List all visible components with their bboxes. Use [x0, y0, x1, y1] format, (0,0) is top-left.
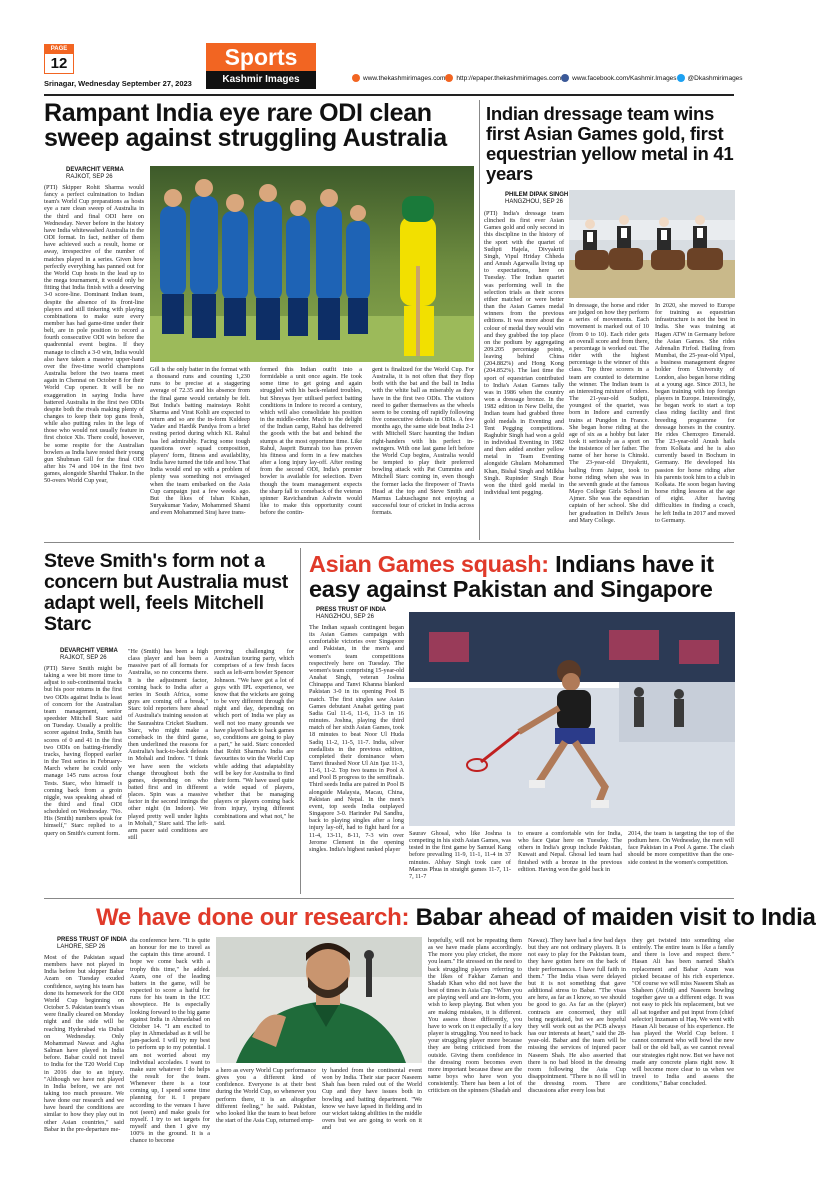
story5-col6: Nawaz). They have had a few bad days but they are not ordinary players. It is not easy to play for the Pakistan team, they have gotten here on the back of their performances. I have full faith in them." The India visas were delayed but it is not something that gave additional stress to Babar. "The visas are here, as far as I know, so we should be good to go. As far as the (player) contracts are concerned, they still being negotiated, but we are hopeful they will work out as the PCB always has our interests at heart," said the 28-year-old. Babar and the team will be missing the services of injured pacer Naseem Shah. He also asserted that there is no bad blood in the dressing room following the Asia Cup disappointment. "There is no ill will in the dressing room. There are discussions after every loss but [528, 937, 626, 1095]
story1-place: RAJKOT, SEP 26 [66, 174, 113, 180]
epaper-link[interactable]: http://epaper.thekashmirimages.com [445, 74, 561, 82]
story5-place: LAHORE, SEP 26 [57, 944, 106, 950]
story4-headline-rest: Indians have it easy against Pakistan and Singapore [309, 551, 714, 602]
story3-col2: "He (Smith) has been a high class player and has been a massive part of all formats for Australia, so no concerns there. It is the adjustment factor, coming back to India after a series in South Africa, some guys are coming off a break," Starc told reporters here ahead of Australia's training session at the Saurashtra Cricket Stadium. Starc, who might make a comeback in the third game, then underlined the reasons for Australia's back-to-back defeats in Mohali and Indore. "I think we have seen the wickets change throughout both the games, depending on who batted first and in different places. Spin was a massive factor in the second innings the other night (in Indore). We played pretty well under lights in Mohali," Starc said. The left-arm pacer said conditions are still [128, 648, 208, 842]
story2-col2: In dressage, the horse and rider are judged on how they perform a series of movements. Each movement is marked out of 10 (from 0 to 10). Each rider gets an overall score and from there, a percentage is worked out. The rider with the highest percentage is the winner of this class. Top three scorers in a team are counted to determine the winner. The Indian team is an interesting mixture of riders. The 21-year-old Sudipti, youngest of the quartet, was born in Indore and currently trains at Pungdon in France. She began horse riding at the age of six as a hobby but later took it seriously as a sport on the insistence of her father. The name of her horse is Chinski. The 23-year-old Divyakriti, hailing from Jaipur, took to horse riding when she was in the seventh grade at the famous Mayo College Girls School in Ajmer. She was the equestrian captain of her school. She did her graduation in Delhi's Jesus and Mary College. [569, 302, 649, 524]
page-number: 12 [50, 55, 68, 72]
page-number-box [44, 44, 74, 74]
story1-col3: formed this Indian outfit into a formidable a unit once again. He took some time to get going and again struggled with his back-related troubles, but Shreyas Iyer utilised perfect batting conditions in Indore to record a century, which will also consolidate his position in the middle-order. Much to the delight of the Indian camp, Rahul has delivered the goods with the bat and behind the stumps at the most opportune time. Like Rahul, Jasprit Bumrah too has proven his fitness and form in a few matches after a long injury lay-off. After resting from the second ODI, India's premier bowler is available for selection. Even though the team management expects the sharp fall to comeback of the veteran spinner Ravichandran Ashwin would like to make this opportunity count before the contin- [260, 366, 362, 517]
column-divider [479, 100, 480, 540]
story5-headline-accent: We have done our research: [96, 904, 410, 931]
globe-icon [445, 74, 453, 82]
dateline: Srinagar, Wednesday September 27, 2023 [44, 79, 192, 88]
story3-author: DEVARCHIT VERMA [60, 648, 118, 654]
social-links [352, 74, 743, 82]
page-label: PAGE [45, 45, 73, 54]
story2-col1: (PTI) India's dressage team clinched its first ever Asian Games gold and only second in this discipline in the history of the sport with the quartet of Sudipti Hajela, Divyakriti Singh, Vipul Hriday Chheda and Anush Agarwalla living up to expectations, here on Tuesday. The Indian quartet was performing well in the selection trials as their scores either matched or were better than the Asian Games medal winners from the previous editions. It was more about the colour of medal they would win and they grabbed the top place on the podium by aggregating 209.205 percentage points, leaving behind China (204.882%) and Hong Kong (204.852%). The last time the sport of equestrian contributed to India's Asian Games tally was in 1986 when the country won a dressage bronze. In the 1982 edition in New Delhi, the Indian team had grabbed three gold medals in Eventing and Tent Pegging competitions. Raghubir Singh had won a gold in individual Eventing in 1982 and then added another yellow metal in Team Eventing alongside Ghulam Mohammed Khan, Bishal Singh and Milkha Singh. Rupinder Singh Brar won the third gold medal in individual tent pegging. [484, 210, 564, 497]
story5-col2: dia conference here. "It is quite an honour for me to travel as the captain this time around. I hope we come back with a trophy this time," he added. Azam, one of the leading batters in the game, will be expected to score a hatful for runs for his team in the ICC showpiece. He is especially looking forward to the big game against India in Ahmedabad on October 14. "I am excited to play in Ahmedabad as it will be jam-packed. I will try my best to perform up to my potential. I am not worried about my individual accolades. I want to make sure whatever I do helps the result for the team. Whenever there is a tour coming up, I spend some time planning for it. I prepare according to the venues I have not (seen) and make goals for myself. I try to set targets for myself and then I give my 100% in the ground. It is a chance to become [130, 937, 210, 1145]
story3-col3: proving challenging for Australian touring party, which comprises of a few fresh faces such as left-arm bowler Spencer Johnson. "We have got a lot of guys with IPL experience, we know that the wickets are going to be very different through the night and day, depending on which port of India we play as well not too many grounds we have played back to back games so, conditions are going to play a part," he said. Starc conceded that Rohit Sharma's India are favourites to win the World Cup while adding that adaptability will be key for Australia to find their form. "We have used quite a wide squad of players, whether that be managing players or players coming back from injury, trying different combinations and what not," he said. [214, 648, 294, 827]
story1-author: DEVARCHIT VERMA [66, 167, 124, 173]
section-divider [44, 542, 734, 543]
story5-col3: a hero as every World Cup performance gives you a different kind of confidence. Everyone is at their best during the World Cup, so whenever you perform there, it is an altogether different feeling," he said. Pakistan, who looked like the team to beat before the start of the Asia Cup, returned emp- [216, 1067, 316, 1125]
story2-place: HANGZHOU, SEP 26 [505, 199, 563, 205]
story1-col1: (PTI) Skipper Rohit Sharma would fancy a perfect culmination to Indian team's World Cup preparations as hosts eye a rare clean sweep of Australia in the third and final ODI here on Wednesday. Never before in the history have India whitewashed Australia in the ODI format. In fact, neither of them have achieved such a result, home or away, irrespective of the number of matches played in a series. Given how perfectly everything has panned out for the World Cup hosts in the lead up to the mega tournament, it would only be fitting that India finish with a deserving 3-0 score-line. Dominant Indian team, despite the absence of its front-line players and still tinkering with playing combinations to make sure every member has had game-time under their belt, are in pole position to record a fourth consecutive ODI win before the quadrennial event begins. If they manage to clinch a 3-0 win, India would also have taken a massive upper-hand over the five-time world champions Australia before the two teams meet again in Chennai on October 8 for their World Cup opener. It will be no exaggeration in saying India have battered Australia in the first two ODIs despite both the rivals making plenty of changes to keep their top guns fresh, while also putting rules in the legs of those who would not usually feature in first choice XIs. There could, however, be some respite for the Australian bowlers as India have rested their young gun Shubman Gill for the final ODI after his 74 and 104 in the first two games, alongside Shardul Thakur. In the 50-overs World Cup year, [44, 184, 145, 485]
story5-headline [96, 904, 816, 932]
story3-headline: Steve Smith's form not a concern but Australia must adapt well, feels Mitchell Starc [44, 550, 288, 635]
equestrian-photo [569, 190, 735, 298]
babar-photo [216, 937, 422, 1063]
globe-icon [352, 74, 360, 82]
story2-headline: Indian dressage team wins first Asian Games gold, first equestrian yellow metal in 41 years [486, 103, 734, 184]
section-banner [206, 43, 316, 91]
story5-col4: ty handed from the continental event won by India. Their star pacer Naseem Shah has been ruled out of the World Cup and they have issues both in bowling and batting department. "We know we have lapsed in fielding and in our wicket taking abilities in the middle overs but we are going to work on it and [322, 1067, 422, 1132]
story5-col7: they get twisted into something else entirely. The entire team is like a family and there is love and respect there." Hasan Ali has been named Shah's replacement and Babar Azam was picked because of his rich experience. "Of course we will miss Naseem Shah as Shaheen (Afridi) and Naseem bowling together gave us a different edge. It was not easy to pick his replacement, but we all sat together and put input from (chief selector) Inzamam ul Haq. We went with Hasan Ali because of his experience. He has played the World Cup before. I cannot comment who will bowl the new ball or the old ball, as we cannot reveal our strategies right now. But we have not made any concrete plans right now. It will become more clear to us when we travel to India and assess the conditions," Babar concluded. [632, 937, 734, 1088]
story3-col1: (PTI) Steve Smith might be taking a wee bit more time to adjust to sub-continental tracks but his poor returns in the first two ODIs against India is least of concern for the Australian team management, senior speedster Mitchell Starc said on Tuesday. Usually a prolific scorer against India, Smith has scores of 0 and 41 in the first two ODIs on batting-friendly tracks, having flopped earlier in the Test series in February-March where he could only manage 145 runs across four Tests. Starc, who himself is coming back from a groin niggle, was speaking ahead of the third and final ODI scheduled on Wednesday. "No. His (Smith) numbers speak for himself," Starc replied to a query on Smith's current form. [44, 665, 122, 837]
twitter-link[interactable]: @Dkashmirimages [677, 74, 743, 82]
column-divider [300, 548, 301, 894]
story1-col2: Gill is the only batter in the format with a thousand runs and counting 1,230 runs to be precise at a staggering average of 72.35 and his absence from the final game would certainly be felt. But India's batting mainstays Rohit Sharma and Virat Kohli are expected to return and so are the in-form Kuldeep Yadav and Hardik Pandya from a brief resting period during which KL Rahul has led admirably. Facing some tough questions over squad composition, players' form, fitness and availability, India have turned the tide and how. That India would end up with a problem of plenty was something not envisaged when the team embarked on the Asia Cup campaign just a few weeks ago. But the likes of Ishan Kishan, Suryakumar Yadav, Mohammed Shami and even Mohammed Siraj have trans- [150, 366, 250, 517]
story3-place: RAJKOT, SEP 26 [60, 655, 107, 661]
story1-headline: Rampant India eye rare ODI clean sweep against struggling Australia [44, 99, 447, 152]
section-title: Sports [206, 43, 316, 71]
facebook-link[interactable]: www.facebook.com/Kashmir.Images [561, 74, 676, 82]
story2-col3: In 2020, she moved to Europe for training as equestrian infrastructure is not the best in India. She was training at Hagen ATW in Germany before the Asian Games. She rides Adrenalin Firfod. Hailing from Mumbai, the 25-year-old Vipul, a business management degree holder from University of London, also began horse riding at a young age. Since 2013, he began training with top foreign players in Europe. Interestingly, he began work to start a top class riding facility and first breeding programme for dressage horses in the country. He rides Chemxpro Emerald. The 23-year-old Anush hails from Kolkata and he is also currently based in Bochum in Germany. He developed his passion for horse riding after his parents took him to a club in Kolkata. He soon began having horse riding lessons at the age of eight. After having difficulties in finding a coach, he left India in 2017 and moved to Germany. [655, 302, 735, 524]
story4-col1: The Indian squash contingent began its Asian Games campaign with comfortable victories over Singapore and Pakistan, in the men's and women's team competitions respectively here on Tuesday. The women's team comprising 15-year-old Anahat Singh, veteran Joshna Chinappa and Tanvi Khanna blanked Pakistan 3-0 in its opening Pool B match. The first singles saw Asian Games debutant Anahat getting past Sadia Gul 11-6, 11-6, 11-3 in 16 minutes. Joshna, playing the third match of her sixth Asian Games, took 18 minutes to beat Noor Ul Huda Sadiq 11-2, 11-5, 11-7. India, silver medallists in the previous edition, completed their dominance when Tanvi thrashed Noor Ul Ain Ijaz 11-3, 11-6, 11-2. Top two teams in Pool A and Pool B progress to the semifinals. Third seeds India are paired in Pool B alongside Malaysia, Macau, China, Pakistan and Nepal. In the men's event, top seeds India outplayed Singapore 3-0. Harinder Pal Sandhu, back to playing singles after a long injury lay-off, had to fight hard for a 11-4, 13-11, 8-11, 7-3 win over Jerome Clement in the opening singles. India's highest ranked player [309, 624, 404, 853]
story2-author: PHILEM DIPAK SINGH [505, 192, 569, 198]
story1-col4: gent is finalized for the World Cup. For Australia, it is not often that they flop both with the bat and the ball in India with the white ball as miserably as they have in the first two ODIs. The visitors need to gather themselves as the wheels seem to be coming off rapidly following five consecutive defeats in ODIs. A few months ago, the same side beat India 2-1 with Mitchell Starc haunting the Indian right-handers with his perfect in-swingers. With one last game left before the World Cup begins, Australia would be tempted to play their preferred bowling attack with Pat Cummins and Mitchell Starc coming in, even though the former lacks the firepower of Travis Head at the top and Steve Smith and Marnus Labuschagne not enjoying a successful tour of cricket in India across formats. [372, 366, 474, 517]
story4-col2: Saurav Ghosal, who like Joshna is competing in his sixth Asian Games, was tested in the first game by Samuel Kang before prevailing 11-9, 11-1, 11-4 in 37 minutes. Abhay Singh took care of Marcus Phua in straight games 11-7, 11-7, 11-7 [409, 830, 511, 880]
story5-author: PRESS TRUST OF INDIA [57, 937, 128, 943]
facebook-icon [561, 74, 569, 82]
story5-col1: Most of the Pakistan squad members have not played in India before but skipper Babar Azam on Tuesday exuded confidence, saying his team has done its homework for the ODI World Cup beginning on October 5. Pakistan team's visas were finally cleared on Monday night and the side will be reaching Hyderabad via Dubai on Wednesday. Only Mohammad Nawaz and Agha Salman have played in India before. Babar could not travel to India for the T20 World Cup in 2016 due to an injury. "Although we have not played in India before, we are not taking too much pressure. We have done our research and we have heard the conditions are similar to how they play out in other Asian countries," said Babar in the pre-departure me- [44, 954, 124, 1133]
section-divider [44, 898, 734, 899]
story4-place: HANGZHOU, SEP 26 [316, 614, 374, 620]
story4-col3: to ensure a comfortable win for India, who face Qatar here on Tuesday. The others in India's group include Pakistan, Kuwait and Nepal. Ghosal led team had finished with a bronze in the previous edition. Having won the gold back in [518, 830, 622, 873]
story4-col4: 2014, the team is targeting the top of the podium here. On Wednesday, the men will face Pakistan in a Pool A game. The clash should be more competitive than the one-side contest in the women's competition. [628, 830, 734, 866]
story5-col5: hopefully, will not be repeating them as we have made plans accordingly. The more you play cricket, the more you learn." He stressed on the need to back struggling players referring to the likes of Fakhar Zaman and Shadab Khan who did not have the best of times in Asia Cup. "When you are playing well and are in-form, you wish to keep playing. But when you are making mistakes, it is different. You assess those differently, you have to work on it especially if a key player is struggling. You need to back your struggling player more because they are being criticised from the outside. Giving them confidence in the dressing room becomes even more important because these are the same boys who have won you consistently. There has been a lot of criticism on the spinners (Shadab and [428, 937, 522, 1095]
story4-author: PRESS TRUST OF INDIA [316, 607, 387, 613]
squash-photo [409, 612, 735, 826]
brand-name: Kashmir Images [206, 71, 316, 89]
twitter-icon [677, 74, 685, 82]
masthead-rule [44, 94, 734, 96]
website-link[interactable]: www.thekashmirimages.com [352, 74, 445, 82]
story5-headline-rest: Babar ahead of maiden visit to India [415, 904, 816, 931]
story4-headline-accent: Asian Games squash: [309, 551, 549, 577]
story4-headline [309, 552, 737, 602]
cricket-photo [150, 166, 474, 362]
